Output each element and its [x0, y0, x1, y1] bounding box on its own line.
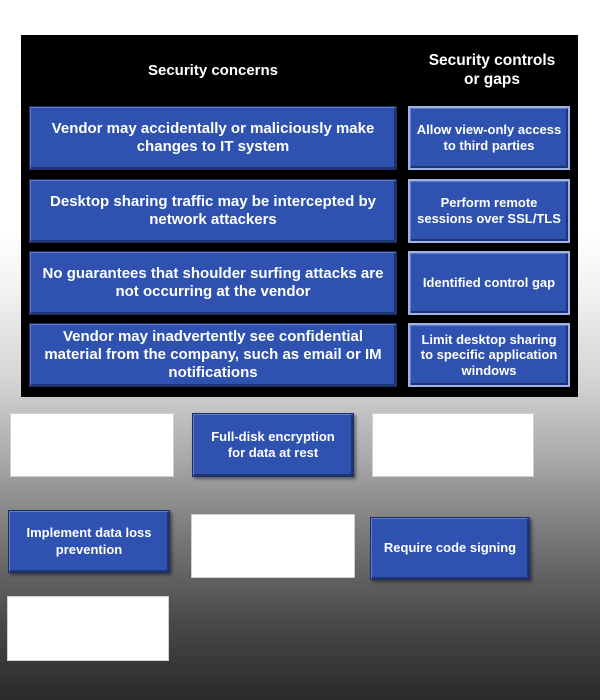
header-security-controls-text: Security controls or gaps — [428, 52, 556, 88]
control-slot-4[interactable]: Limit desktop sharing to specific application windows — [408, 323, 570, 387]
option-require-code-signing[interactable]: Require code signing — [370, 517, 530, 580]
control-slot-2[interactable]: Perform remote sessions over SSL/TLS — [408, 179, 570, 243]
security-table-panel — [21, 35, 578, 397]
header-security-controls — [411, 47, 573, 95]
control-slot-3[interactable]: Identified control gap — [408, 251, 570, 315]
option-data-loss-prevention[interactable]: Implement data loss prevention — [8, 510, 170, 573]
control-slot-1[interactable]: Allow view-only access to third parties — [408, 106, 570, 170]
concern-box-4: Vendor may inadvertently see confidential material from the company, such as email or IM notifications — [29, 323, 397, 387]
concern-box-1: Vendor may accidentally or maliciously make changes to IT system — [29, 106, 397, 170]
empty-option-slot-1[interactable] — [10, 413, 174, 477]
option-full-disk-encryption[interactable]: Full-disk encryption for data at rest — [192, 413, 354, 477]
concern-box-2: Desktop sharing traffic may be intercepted by network attackers — [29, 179, 397, 243]
concern-box-3: No guarantees that shoulder surfing attacks are not occurring at the vendor — [29, 251, 397, 315]
empty-option-slot-2[interactable] — [372, 413, 534, 477]
header-security-concerns: Security concerns — [147, 62, 279, 79]
empty-option-slot-4[interactable] — [7, 596, 169, 661]
empty-option-slot-3[interactable] — [191, 514, 355, 578]
